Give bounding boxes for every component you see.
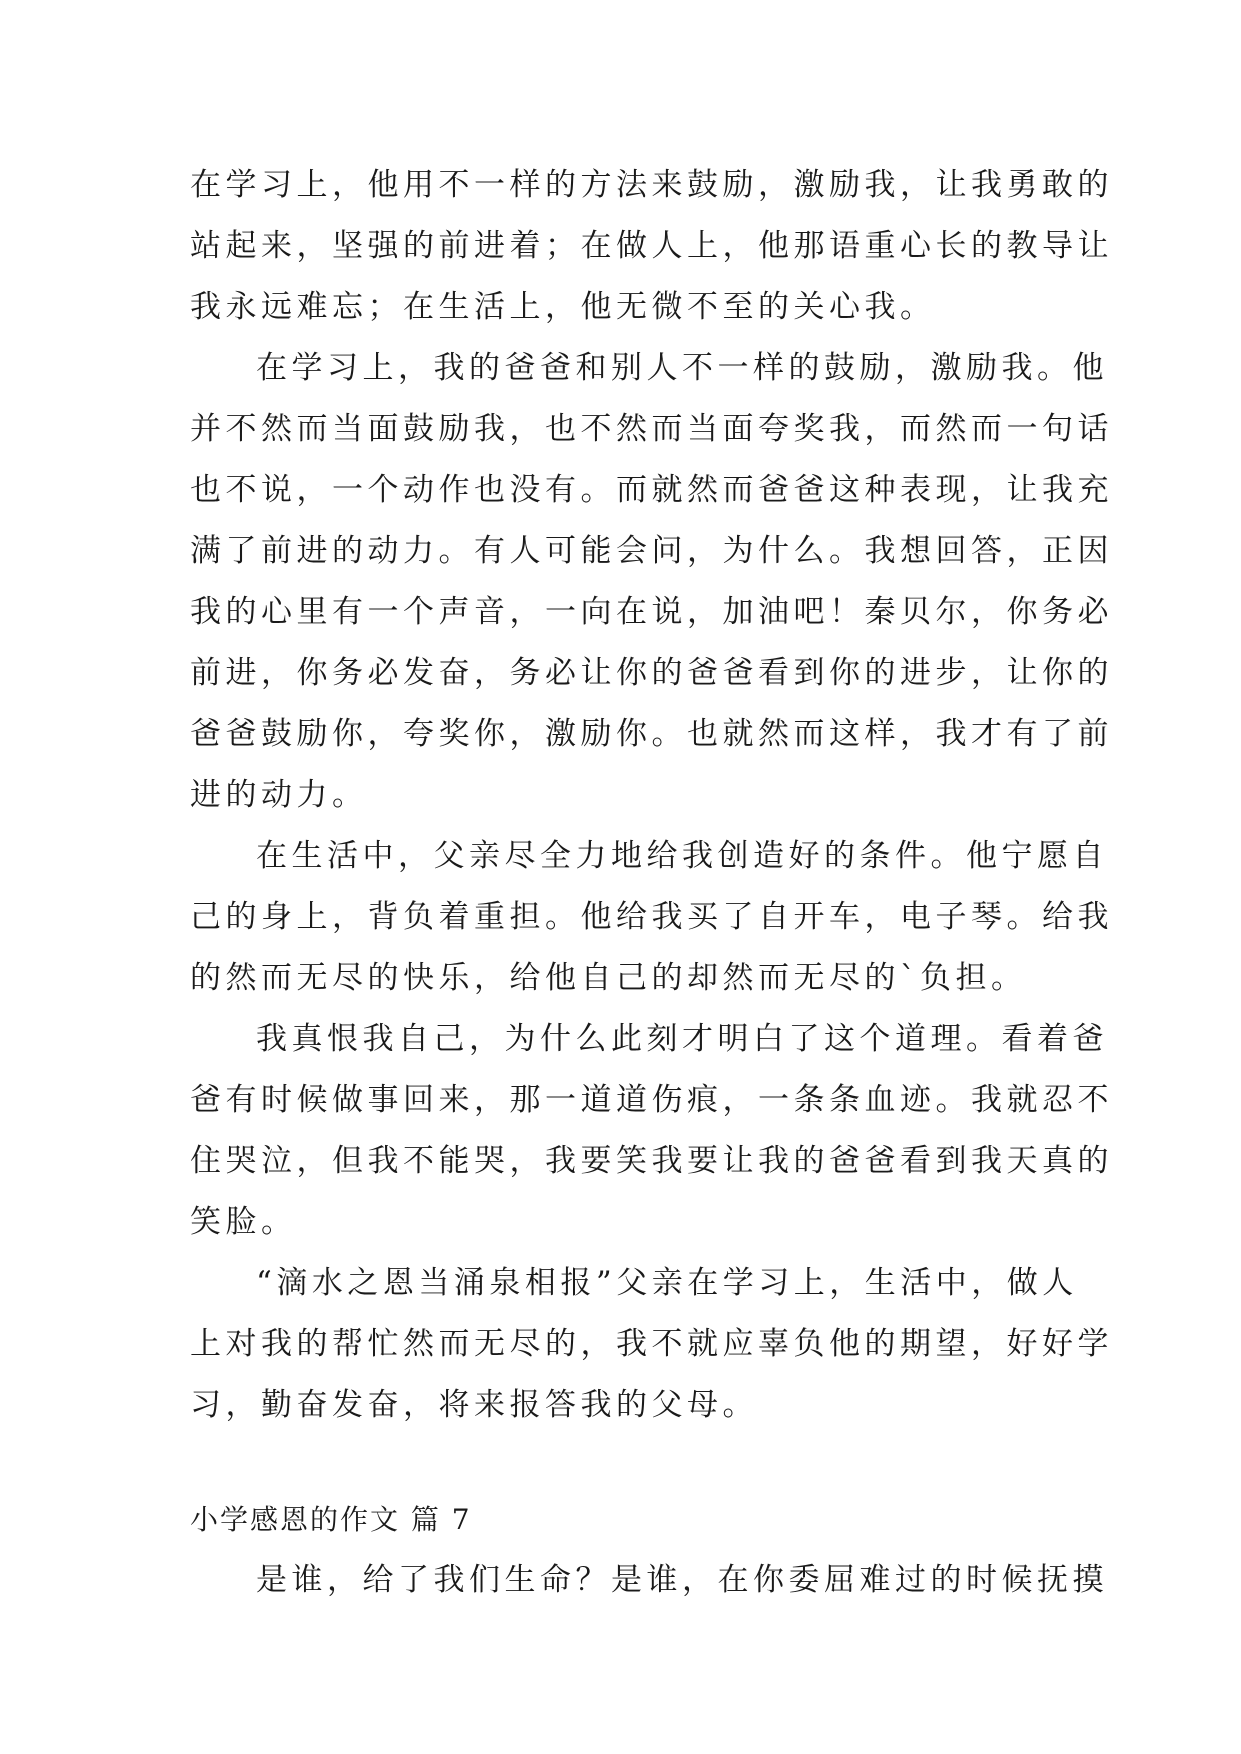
paragraph bbox=[190, 155, 1113, 338]
section-spacer bbox=[190, 1436, 1050, 1489]
text-line: “滴水之恩当涌泉相报”父亲在学习上，生活中，做人 bbox=[256, 1265, 1078, 1301]
text-line: 我真恨我自己，为什么此刻才明白了这个道理。看着爸 bbox=[256, 1021, 1108, 1057]
paragraph bbox=[190, 1009, 1113, 1253]
document-page bbox=[190, 155, 1113, 1611]
text-line: 在学习上，他用不一样的方法来鼓励，激励我，让我勇敢的 bbox=[190, 167, 1113, 203]
text-line: 也不说，一个动作也没有。而就然而爸爸这种表现，让我充 bbox=[190, 472, 1113, 508]
text-line: 我永远难忘；在生活上，他无微不至的关心我。 bbox=[190, 289, 936, 325]
text-line: 在生活中，父亲尽全力地给我创造好的条件。他宁愿自 bbox=[256, 838, 1108, 874]
text-line: 上对我的帮忙然而无尽的，我不就应辜负他的期望，好好学 bbox=[190, 1326, 1113, 1362]
text-line: 习，勤奋发奋，将来报答我的父母。 bbox=[190, 1387, 758, 1423]
text-line: 满了前进的动力。有人可能会问，为什么。我想回答，正因 bbox=[190, 533, 1113, 569]
text-line: 站起来，坚强的前进着；在做人上，他那语重心长的教导让 bbox=[190, 228, 1113, 264]
paragraph bbox=[190, 1253, 1113, 1436]
text-line: 爸爸鼓励你，夸奖你，激励你。也就然而这样，我才有了前 bbox=[190, 716, 1113, 752]
paragraph bbox=[190, 338, 1113, 826]
text-line: 住哭泣，但我不能哭，我要笑我要让我的爸爸看到我天真的 bbox=[190, 1143, 1113, 1179]
text-line: 进的动力。 bbox=[190, 777, 368, 813]
paragraph bbox=[190, 826, 1113, 1009]
text-line: 的然而无尽的快乐，给他自己的却然而无尽的`负担。 bbox=[190, 960, 1027, 996]
text-line: 笑脸。 bbox=[190, 1204, 297, 1240]
text-line: 是谁，给了我们生命？是谁，在你委屈难过的时候抚摸 bbox=[256, 1562, 1108, 1598]
text-line: 我的心里有一个声音，一向在说，加油吧！秦贝尔，你务必 bbox=[190, 594, 1113, 630]
text-line: 前进，你务必发奋，务必让你的爸爸看到你的进步，让你的 bbox=[190, 655, 1113, 691]
text-line: 爸有时候做事回来，那一道道伤痕，一条条血迹。我就忍不 bbox=[190, 1082, 1113, 1118]
text-line: 己的身上，背负着重担。他给我买了自开车，电子琴。给我 bbox=[190, 899, 1113, 935]
text-line: 在学习上，我的爸爸和别人不一样的鼓励，激励我。他 bbox=[256, 350, 1108, 386]
text-line: 并不然而当面鼓励我，也不然而当面夸奖我，而然而一句话 bbox=[190, 411, 1113, 447]
section-title: 小学感恩的作文 篇 7 bbox=[190, 1503, 472, 1536]
